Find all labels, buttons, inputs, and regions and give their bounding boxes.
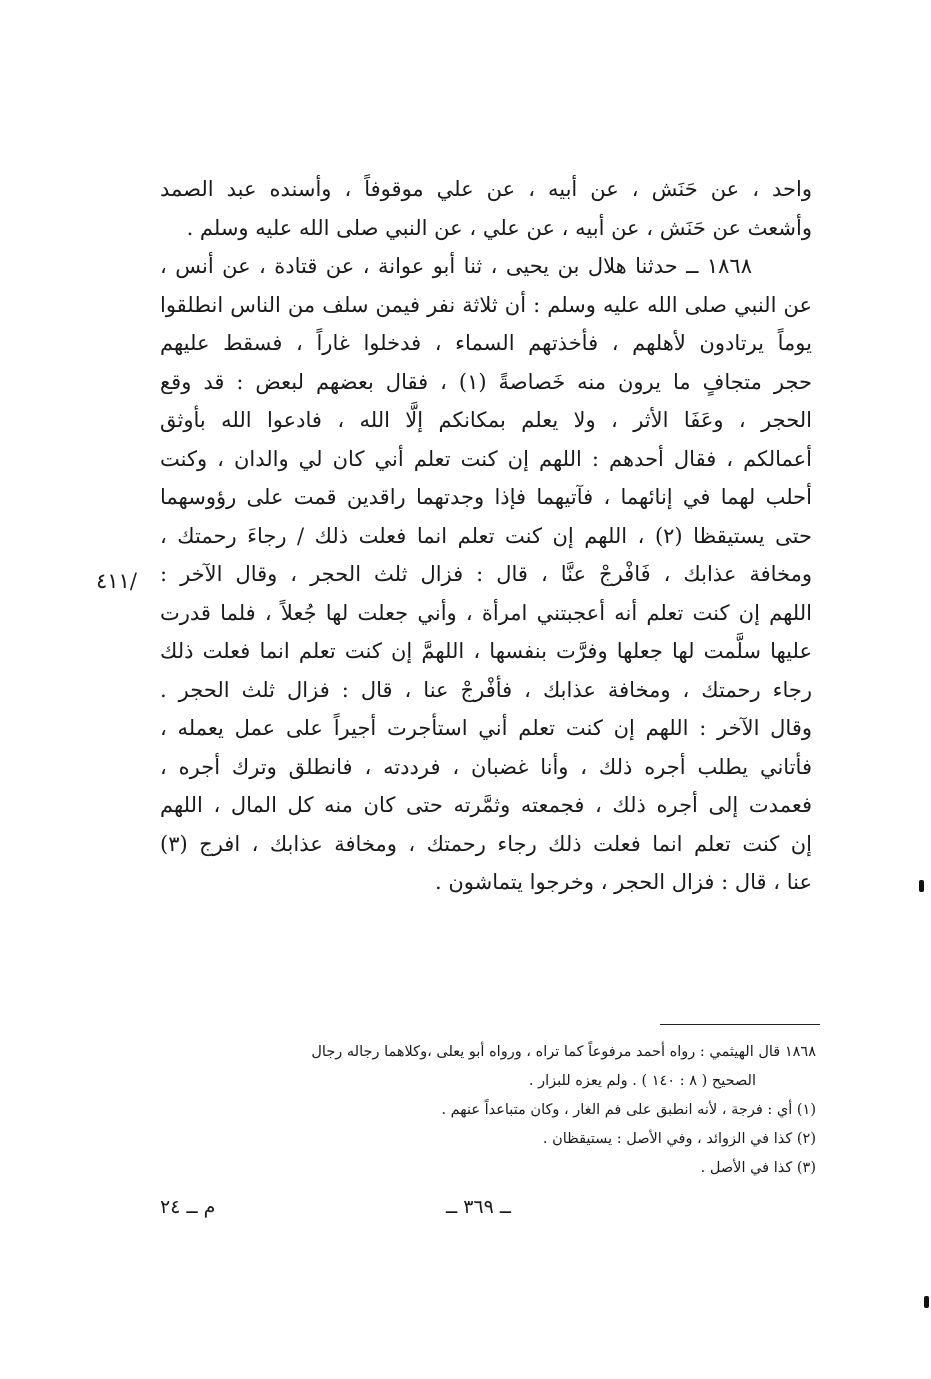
- text-line: الحجر ، وعَفَا الأثر ، ولا يعلم بمكانكم إلَّا الله ، فادعوا الله بأوثق: [160, 408, 812, 432]
- footnotes-block: [160, 1038, 816, 1183]
- footnote-line: ١٨٦٨ قال الهيثمي : رواه أحمد مرفوعاً كما تراه ، ورواه أبو يعلى ،وكلاهما رجاله رجال: [311, 1044, 816, 1060]
- text-line: وأشعث عن حَنَش ، عن أبيه ، عن علي ، عن النبي صلى الله عليه وسلم .: [186, 215, 812, 240]
- scan-edge-mark: [924, 1296, 929, 1308]
- text-line: فعمدت إلى أجره ذلك ، فجمعته وثمَّرته حتى كان منه كل المال ، اللهم: [160, 793, 812, 817]
- footnote-divider: [660, 1024, 820, 1025]
- footnote-line: الصحيح ( ٨ : ١٤٠ ) . ولم يعزه للبزار .: [528, 1073, 756, 1089]
- scan-edge-mark: [919, 880, 924, 892]
- footnote-line: (١) أي : فرجة ، لأنه انطبق على فم الغار ، وكان متباعداً عنهم .: [441, 1102, 816, 1118]
- text-line: عن النبي صلى الله عليه وسلم : أن ثلاثة نفر فيمن سلف من الناس انطلقوا: [160, 292, 812, 317]
- text-line: عليها سلَّمت لها جعلها وفرَّت بنفسها ، اللهمَّ إن كنت تعلم انما فعلت ذلك: [160, 639, 812, 663]
- footnote-line: (٣) كذا في الأصل .: [700, 1160, 816, 1176]
- margin-page-reference: ٤١١/: [96, 569, 137, 593]
- page-number: ــ ٣٦٩ ــ: [446, 1196, 511, 1218]
- footnote-line: (٢) كذا في الزوائد ، وفي الأصل : يستيقظان .: [542, 1131, 816, 1147]
- text-line: أعمالكم ، فقال أحدهم : اللهم إن كنت تعلم أني كان لي والدان ، وكنت: [160, 446, 812, 471]
- text-line: ومخافة عذابك ، فَافْرجْ عنَّا ، قال : فزال ثلث الحجر ، وقال الآخر :: [160, 562, 812, 586]
- text-line: واحد ، عن حَنَش ، عن أبيه ، عن علي موقوفاً ، وأسنده عبد الصمد: [160, 177, 812, 201]
- main-text-block: [160, 170, 812, 902]
- text-line: حجر متجافٍ ما يرون منه خَصاصةً (١) ، فقال بعضهم لبعض : قد وقع: [160, 369, 812, 394]
- text-line: رجاء رحمتك ، ومخافة عذابك ، فأفْرجْ عنا ، قال : فزال ثلث الحجر .: [160, 677, 812, 702]
- hadith-number-line: ١٨٦٨ ــ حدثنا هلال بن يحيى ، ثنا أبو عوانة ، عن قتادة ، عن أنس ،: [160, 254, 752, 278]
- text-line: اللهم إن كنت تعلم أنه أعجبتني امرأة ، وأني جعلت لها جُعلاً ، فلما قدرت: [160, 600, 812, 625]
- text-line: فأتاني يطلب أجره ذلك ، وأنا غضبان ، فرددته ، فانطلق وترك أجره ،: [160, 754, 812, 779]
- text-line: إن كنت تعلم انما فعلت ذلك رجاء رحمتك ، ومخافة عذابك ، افرج (٣): [160, 831, 812, 856]
- text-line: عنا ، قال : فزال الحجر ، وخرجوا يتماشون .: [435, 870, 812, 894]
- text-line: حتى يستيقظا (٢) ، اللهم إن كنت تعلم انما فعلت ذلك / رجاءَ رحمتك ،: [160, 523, 812, 548]
- text-line: وقال الآخر : اللهم إن كنت تعلم أني استأجرت أجيراً على عمل يعمله ،: [160, 716, 812, 740]
- text-line: أحلب لهما في إنائهما ، فآتيهما فإذا وجدتهما راقدين قمت على رؤوسهما: [160, 485, 812, 509]
- printer-signature-mark: م ــ ٢٤: [160, 1196, 216, 1218]
- text-line: يوماً يرتادون لأهلهم ، فأخذتهم السماء ، فدخلوا غاراً ، فسقط عليهم: [160, 331, 812, 355]
